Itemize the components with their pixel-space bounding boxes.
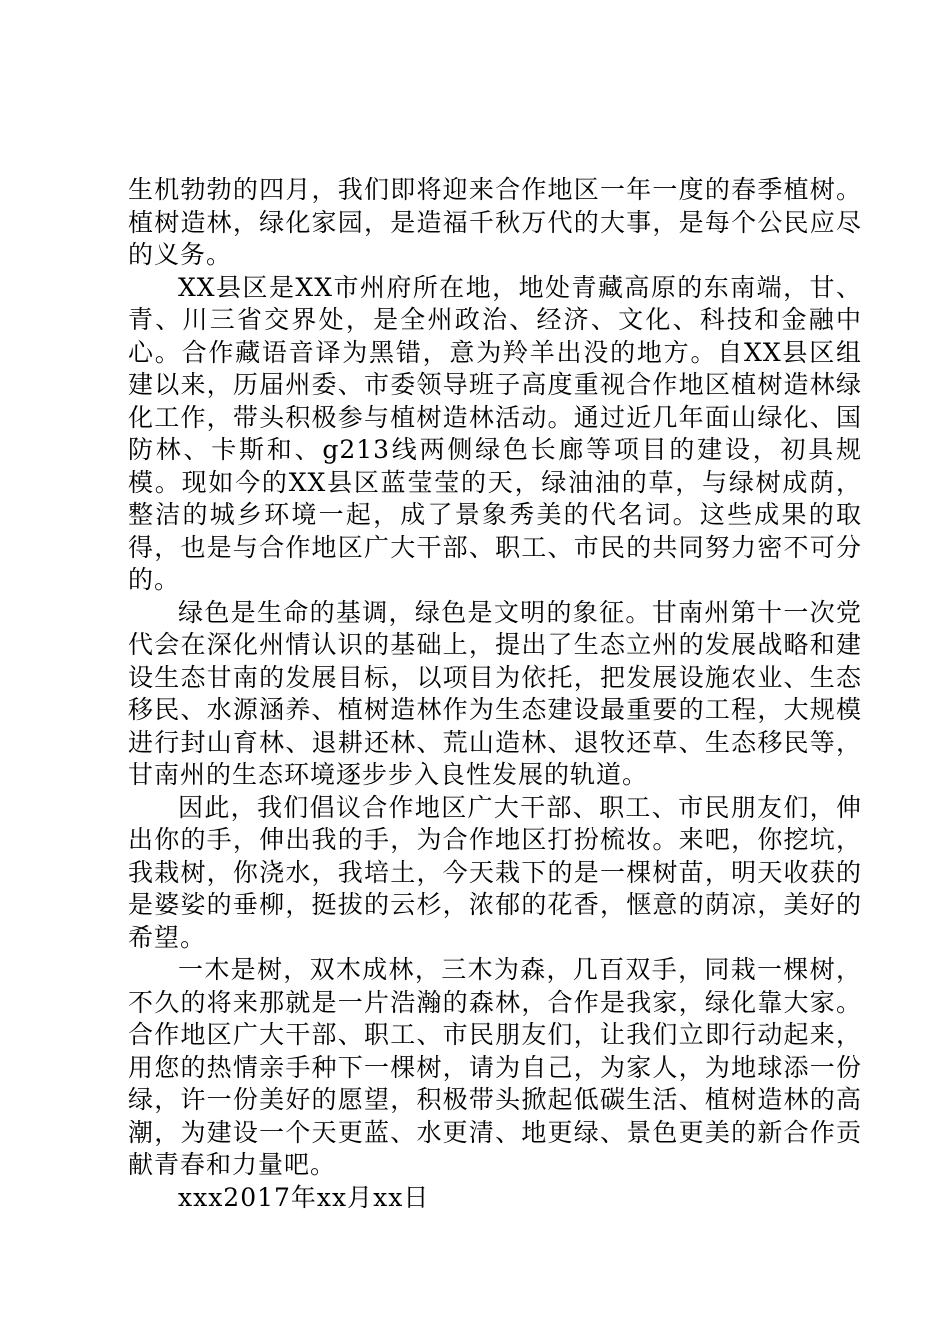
date-line: xxx2017年xx月xx日 (178, 1182, 430, 1212)
paragraph-closing: 一木是树，双木成林，三木为森，几百双手，同栽一棵树，不久的将来那就是一片浩瀚的森林，合作是我家，绿化靠大家。合作地区广大干部、职工、市民朋友们，让我们立即行动起来，用您的热情亲手种下一棵树，请为自己，为家人，为地球添一份绿，许一份美好的愿望，积极带头掀起低碳生活、植树造林的高潮，为建设一个天更蓝、水更清、地更绿、景色更美的新合作贡献青春和力量吧。 (128, 955, 862, 1179)
paragraph-call-to-action: 因此，我们倡议合作地区广大干部、职工、市民朋友们，伸出你的手，伸出我的手，为合作地区打扮梳妆。来吧，你挖坑，我栽树，你浇水，我培土，今天栽下的是一棵树苗，明天收获的是婆娑的垂柳，挺拔的云杉，浓郁的花香，惬意的荫凉，美好的希望。 (128, 792, 862, 952)
paragraph-intro: 生机勃勃的四月，我们即将迎来合作地区一年一度的春季植树。植树造林，绿化家园，是造福千秋万代的大事，是每个公民应尽的义务。 (128, 175, 862, 269)
paragraph-green-strategy: 绿色是生命的基调，绿色是文明的象征。甘南州第十一次党代会在深化州情认识的基础上，提出了生态立州的发展战略和建设生态甘南的发展目标，以项目为依托，把发展设施农业、生态移民、水源涵养、植树造林作为生态建设最重要的工程，大规模进行封山育林、退耕还林、荒山造林、退牧还草、生态移民等，甘南州的生态环境逐步步入良性发展的轨道。 (128, 597, 862, 789)
document-body (128, 174, 862, 1214)
paragraph-county-overview: XX县区是XX市州府所在地，地处青藏高原的东南端，甘、青、川三省交界处，是全州政治、经济、文化、科技和金融中心。合作藏语音译为黑错，意为羚羊出没的地方。自XX县区组建以来，历届州委、市委领导班子高度重视合作地区植树造林绿化工作，带头积极参与植树造林活动。通过近几年面山绿化、国防林、卡斯和、g213线两侧绿色长廊等项目的建设，初具规模。现如今的XX县区蓝莹莹的天，绿油油的草，与绿树成荫，整洁的城乡环境一起，成了景象秀美的代名词。这些成果的取得，也是与合作地区广大干部、职工、市民的共同努力密不可分的。 (128, 272, 862, 594)
